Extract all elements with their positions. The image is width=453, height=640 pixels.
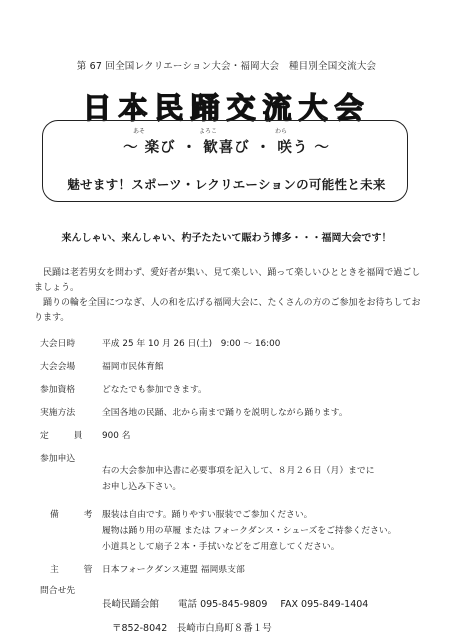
notes-value-1: 服装は自由です。踊りやすい服装でご参加ください。 (102, 510, 313, 520)
detail-row-eligibility (40, 385, 430, 396)
paragraph-1: 民踊は老若男女を問わず、愛好者が集い、見て楽しい、踊って楽しいひとときを福岡で過ごしましょう。 (34, 268, 421, 293)
date-value: 平成 25 年 10 月 26 日(土) 9:00 〜 16:00 (102, 339, 281, 349)
application-value-1: 右の大会参加申込書に必要事項を記入して、８月２６日（月）までに (102, 466, 375, 476)
method-value: 全国各地の民踊、北から南まで踊りを説明しながら踊ります。 (102, 408, 348, 418)
detail-row-date (40, 339, 430, 350)
capacity-value: 900 名 (102, 431, 131, 441)
contact-org: 長崎民踊会館 (102, 599, 160, 610)
ruby-asobi: あそ (133, 128, 146, 135)
intro-text: 来んしゃい、来んしゃい、杓子たたいて賑わう博多・・・福岡大会です！ (61, 233, 392, 244)
organizer-value: 日本フォークダンス連盟 福岡県支部 (102, 565, 245, 575)
event-details (40, 339, 430, 637)
venue-value: 福岡市民体育館 (102, 362, 164, 372)
capacity-label: 定 員 (40, 431, 91, 441)
page-title: 日本民踊交流大会 (82, 91, 371, 125)
detail-row-organizer (40, 565, 430, 576)
slogan: 〜 楽び ・ 歓喜び ・ 咲う 〜 (123, 140, 330, 156)
detail-row-capacity (40, 431, 430, 442)
application-value-2: お申し込み下さい。 (102, 482, 182, 492)
contact-phone: 電話 095-845-9809 (178, 599, 268, 610)
tagline: 魅せます！スポーツ・レクリエーションの可能性と未来 (67, 177, 386, 192)
detail-row-venue (40, 362, 430, 373)
application-label: 参加申込 (40, 454, 76, 464)
date-label: 大会日時 (40, 339, 76, 349)
notes-label: 備 考 (50, 510, 101, 520)
detail-row-application (40, 454, 430, 495)
detail-row-method (40, 408, 430, 419)
paragraph-2: 踊りの輪を全国につなぎ、人の和を広げる福岡大会に、たくさんの方のご参加をお待ちしております。 (34, 298, 421, 323)
method-label: 実施方法 (40, 408, 76, 418)
contact-address: 〒852-8042 長崎市白鳥町８番１号 (112, 623, 272, 634)
ruby-warau: わら (275, 128, 288, 135)
detail-row-contact (40, 583, 430, 637)
venue-label: 大会会場 (40, 362, 76, 372)
notes-value-3: 小道具として扇子２本・手拭いなどをご用意してください。 (102, 542, 340, 552)
eligibility-value: どなたでも参加できます。 (102, 385, 207, 395)
contact-label: 問合せ先 (40, 586, 76, 596)
detail-row-notes (40, 507, 430, 555)
organizer-label: 主 管 (50, 565, 101, 575)
eligibility-label: 参加資格 (40, 385, 76, 395)
contact-line (102, 583, 430, 613)
ruby-yorokobi: よろこ (199, 128, 218, 135)
notes-value-2: 履物は踊り用の草履 または フォークダンス・シューズをご持参ください。 (102, 526, 397, 536)
event-subtitle: 第 67 回全国レクリエーション大会・福岡大会 種目別全国交流大会 (76, 61, 377, 72)
contact-fax: FAX 095-849-1404 (280, 599, 369, 610)
